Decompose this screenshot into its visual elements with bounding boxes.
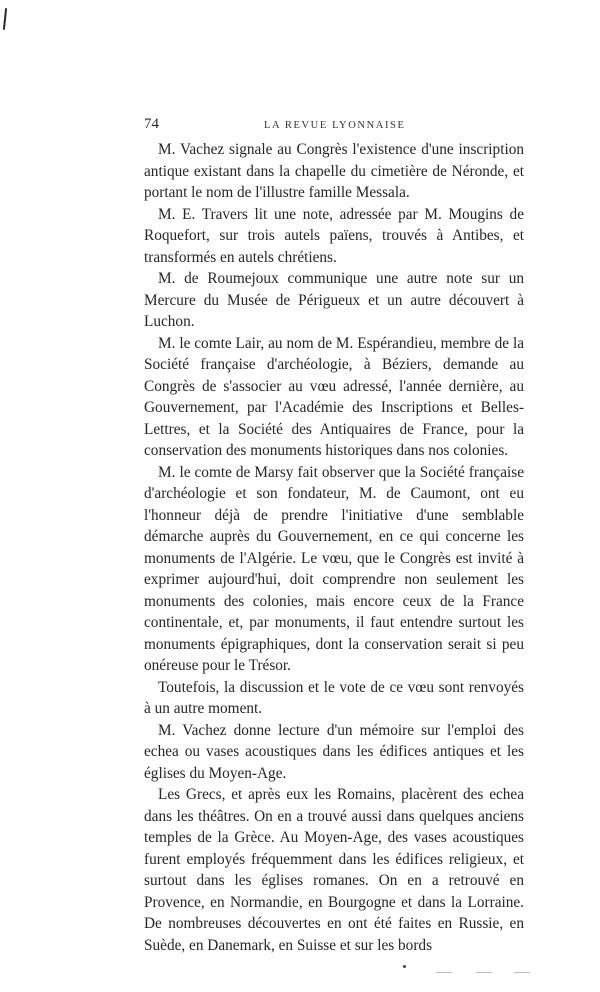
scan-edge-mark xyxy=(3,8,7,30)
page-header xyxy=(144,116,524,136)
running-title: LA REVUE LYONNAISE xyxy=(264,120,406,131)
paragraph-discussion-renvoyee: Toutefois, la discussion et le vote de ce vœu sont renvoyés à un autre moment. xyxy=(144,678,524,717)
scan-speck xyxy=(403,965,406,968)
paragraph-voeu-colonies: M. le comte Lair, au nom de M. Espérandieu, membre de la Société française d'archéologie, à Béziers, demande au Congrès de s'associer au vœu adressé, l'année dernière, au Gouvernement, par l'Académie des Inscriptions et Belles-Lettres, et la Société des Antiquaires de France, pour la conservation des monuments historiques dans nos colonies. xyxy=(144,334,524,459)
scan-dash xyxy=(436,972,452,973)
paragraph-autels-antibes: M. E. Travers lit une note, adressée par M. Mougins de Roquefort, sur trois autels païens, trouvés à Antibes, et transformés en autels chrétiens. xyxy=(144,205,524,266)
body-text xyxy=(144,139,524,956)
paragraph-marsy-algerie: M. le comte de Marsy fait observer que la Société française d'archéologie et son fondateur, M. de Caumont, ont eu l'honneur déjà de prendre l'initiative d'une semblable démarche auprès du Gouvernement, en ce qui concerne les monuments de l'Algérie. Le vœu, que le Congrès est invité à exprimer aujourd'hui, doit comprendre non seulement les monuments des colonies, mais encore ceux de la France continentale, et, par monuments, il faut entendre surtout les monuments épigraphiques, dont la conservation serait si peu onéreuse pour le Trésor. xyxy=(144,463,524,674)
scan-dash xyxy=(514,972,530,973)
page-number: 74 xyxy=(144,116,159,132)
paragraph-mercure-perigueux: M. de Roumejoux communique une autre note sur un Mercure du Musée de Périgueux et un autre découvert à Luchon. xyxy=(144,270,524,330)
paragraph-vases-acoustiques: Les Grecs, et après eux les Romains, placèrent des echea dans les théâtres. On en a trouvé aussi dans quelques anciens temples de la Grèce. Au Moyen-Age, des vases acoustiques furent employés fréquemment dans les édifices religieux, et surtout dans les églises romanes. On en a retrouvé en Provence, en Normandie, en Bourgogne et dans la Lorraine. De nombreuses découvertes en ont été faites en Russie, en Suède, en Danemark, en Suisse et sur les bords xyxy=(144,786,524,954)
scan-dash xyxy=(476,972,492,973)
paragraph-inscription-neronde: M. Vachez signale au Congrès l'existence d'une inscription antique existant dans la chapelle du cimetière de Néronde, et portant le nom de l'illustre famille Messala. xyxy=(144,141,524,201)
paragraph-memoire-echea: M. Vachez donne lecture d'un mémoire sur l'emploi des echea ou vases acoustiques dans les édifices antiques et les églises du Moyen-Age. xyxy=(144,721,524,782)
